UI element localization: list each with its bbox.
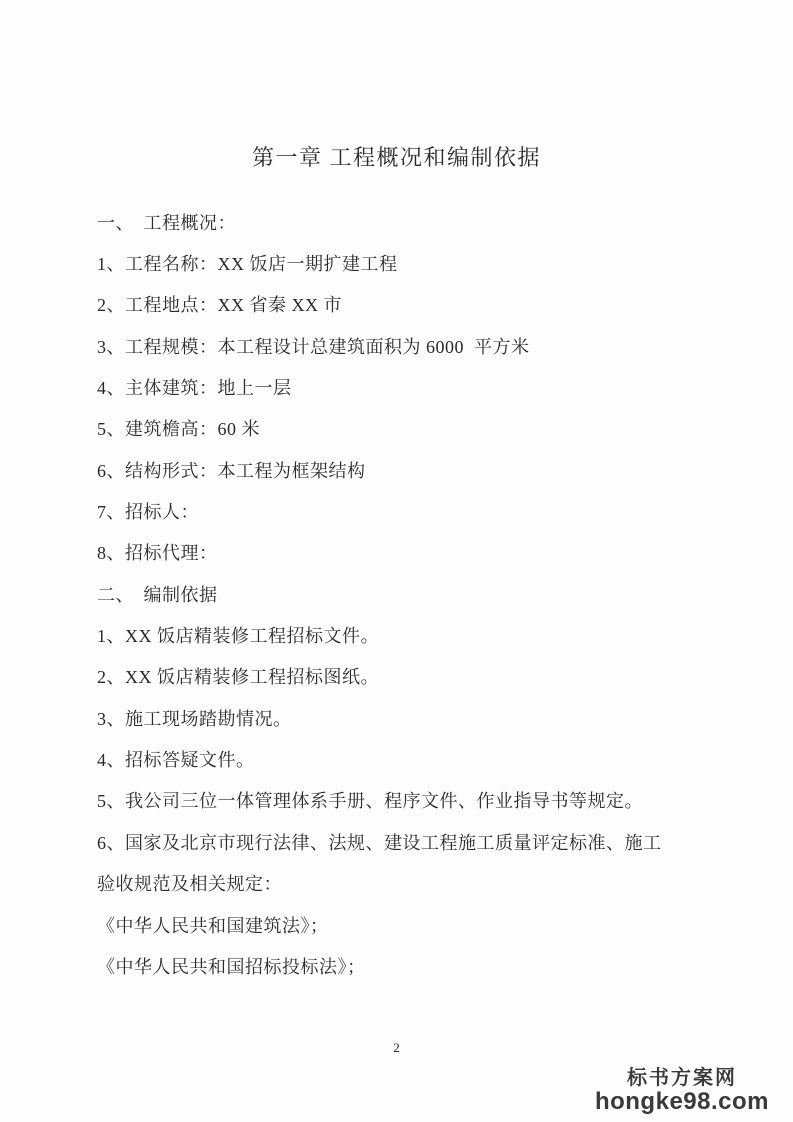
chapter-title: 第一章 工程概况和编制依据	[251, 145, 541, 170]
section-2-item-4: 4、招标答疑文件。	[97, 750, 255, 771]
section-2-item-3: 3、施工现场踏勘情况。	[97, 708, 292, 729]
section-1-item-6: 6、结构形式：本工程为框架结构	[97, 460, 366, 481]
section-1-item-8: 8、招标代理：	[97, 543, 218, 564]
reference-law-bidding: 《中华人民共和国招标投标法》；	[97, 956, 366, 977]
watermark-logo	[595, 1067, 769, 1114]
section-2-item-6: 6、国家及北京市现行法律、法规、建设工程施工质量评定标准、施工	[97, 832, 662, 853]
section-2-item-1: 1、XX 饭店精装修工程招标文件。	[97, 626, 379, 647]
section-2-item-2: 2、XX 饭店精装修工程招标图纸。	[97, 667, 379, 688]
page-number: 2	[393, 1040, 400, 1055]
reference-law-construction: 《中华人民共和国建筑法》；	[97, 915, 329, 936]
section-1-item-4: 4、主体建筑：地上一层	[97, 378, 292, 399]
watermark-site-url: hongke98.com	[594, 1088, 769, 1115]
watermark-site-name: 标书方案网	[626, 1067, 737, 1089]
section-1-item-2: 2、工程地点：XX 省秦 XX 市	[97, 295, 342, 316]
section-1-item-5: 5、建筑檐高：60 米	[97, 419, 260, 440]
section-2-item-5: 5、我公司三位一体管理体系手册、程序文件、作业指导书等规定。	[97, 791, 643, 812]
section-1-item-7: 7、招标人：	[97, 502, 199, 523]
section-1-heading: 一、 工程概况：	[97, 212, 236, 233]
document-body	[97, 201, 753, 987]
section-1-item-1: 1、工程名称：XX 饭店一期扩建工程	[97, 254, 398, 275]
section-2-heading: 二、 编制依据	[97, 584, 218, 605]
section-2-item-6-continuation: 验收规范及相关规定：	[97, 874, 282, 895]
section-1-item-3: 3、工程规模：本工程设计总建筑面积为 6000 平方米	[97, 336, 530, 357]
